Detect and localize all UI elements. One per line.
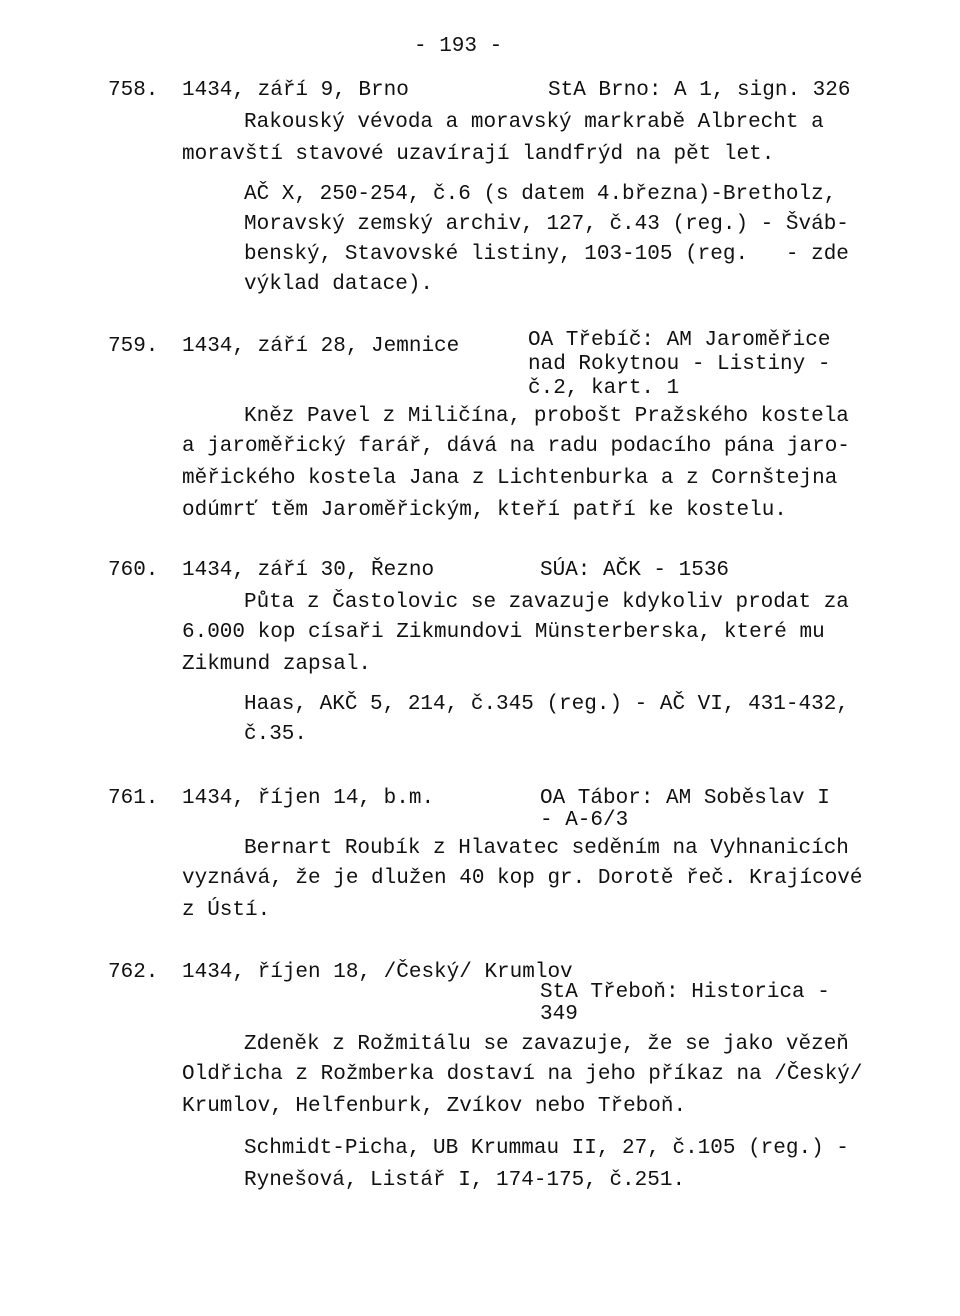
entry-archive: SÚA: AČK - 1536	[540, 559, 730, 582]
entry-summary-line: a jaroměřický farář, dává na radu podacího pána jaro-	[182, 435, 850, 458]
entry-summary-line: 6.000 kop císaři Zikmundovi Münsterberska, které mu	[182, 621, 825, 644]
entry-summary-line: Krumlov, Helfenburk, Zvíkov nebo Třeboň.	[182, 1095, 687, 1118]
entry-summary-line: Kněz Pavel z Miličína, probošt Pražského kostela	[244, 405, 849, 428]
entry-summary-line: Bernart Roubík z Hlavatec seděním na Vyhnanicích	[244, 837, 849, 860]
entry-date-place: 1434, září 9, Brno	[182, 79, 409, 102]
entry-number: 762.	[108, 961, 159, 984]
entry-date-place: 1434, říjen 14, b.m.	[182, 787, 435, 810]
entry-summary-line: Půta z Častolovic se zavazuje kdykoliv prodat za	[244, 591, 849, 614]
entry-archive: č.2, kart. 1	[528, 377, 680, 400]
entry-summary-line: vyznává, že je dlužen 40 kop gr. Dorotě řeč. Krajícové	[182, 867, 863, 890]
entry-date-place: 1434, září 28, Jemnice	[182, 335, 460, 358]
entry-summary-line: odúmrť těm Jaroměřickým, kteří patří ke kostelu.	[182, 499, 787, 522]
entry-number: 760.	[108, 559, 159, 582]
entry-date-place: 1434, září 30, Řezno	[182, 559, 435, 582]
entry-number: 759.	[108, 335, 159, 358]
entry-reference-line: Haas, AKČ 5, 214, č.345 (reg.) - AČ VI, 431-432,	[244, 693, 849, 716]
entry-summary-line: z Ústí.	[182, 899, 271, 922]
entry-summary-line: měřického kostela Jana z Lichtenburka a z Cornštejna	[182, 467, 838, 490]
entry-reference-line: č.35.	[244, 723, 308, 746]
entry-archive: nad Rokytnou - Listiny -	[528, 353, 831, 376]
entry-number: 761.	[108, 787, 159, 810]
entry-date-place: 1434, říjen 18, /Český/ Krumlov	[182, 961, 573, 984]
entry-summary-line: Oldřicha z Rožmberka dostaví na jeho příkaz na /Český/	[182, 1063, 863, 1086]
entry-archive: 349	[540, 1003, 578, 1026]
entry-summary-line: Zdeněk z Rožmitálu se zavazuje, že se jako vězeň	[244, 1033, 849, 1056]
entry-archive: StA Třeboň: Historica -	[540, 981, 830, 1004]
entry-archive: - A-6/3	[540, 809, 629, 832]
page-number: - 193 -	[414, 35, 503, 58]
entry-reference-line: výklad datace).	[244, 273, 434, 296]
entry-summary-line: Rakouský vévoda a moravský markrabě Albrecht a	[244, 111, 824, 134]
entry-reference-line: Rynešová, Listář I, 174-175, č.251.	[244, 1169, 686, 1192]
entry-summary-line: moravští stavové uzavírají landfrýd na pět let.	[182, 143, 775, 166]
entry-reference-line: AČ X, 250-254, č.6 (s datem 4.března)-Bretholz,	[244, 183, 837, 206]
entry-archive: StA Brno: A 1, sign. 326	[548, 79, 851, 102]
entry-summary-line: Zikmund zapsal.	[182, 653, 372, 676]
entry-archive: OA Tábor: AM Soběslav I	[540, 787, 830, 810]
entry-archive: OA Třebíč: AM Jaroměřice	[528, 329, 831, 352]
entry-reference-line: Moravský zemský archiv, 127, č.43 (reg.) - Šváb-	[244, 213, 849, 236]
entry-number: 758.	[108, 79, 159, 102]
entry-reference-line: Schmidt-Picha, UB Krummau II, 27, č.105 (reg.) -	[244, 1137, 849, 1160]
entry-reference-line: benský, Stavovské listiny, 103-105 (reg. - zde	[244, 243, 849, 266]
